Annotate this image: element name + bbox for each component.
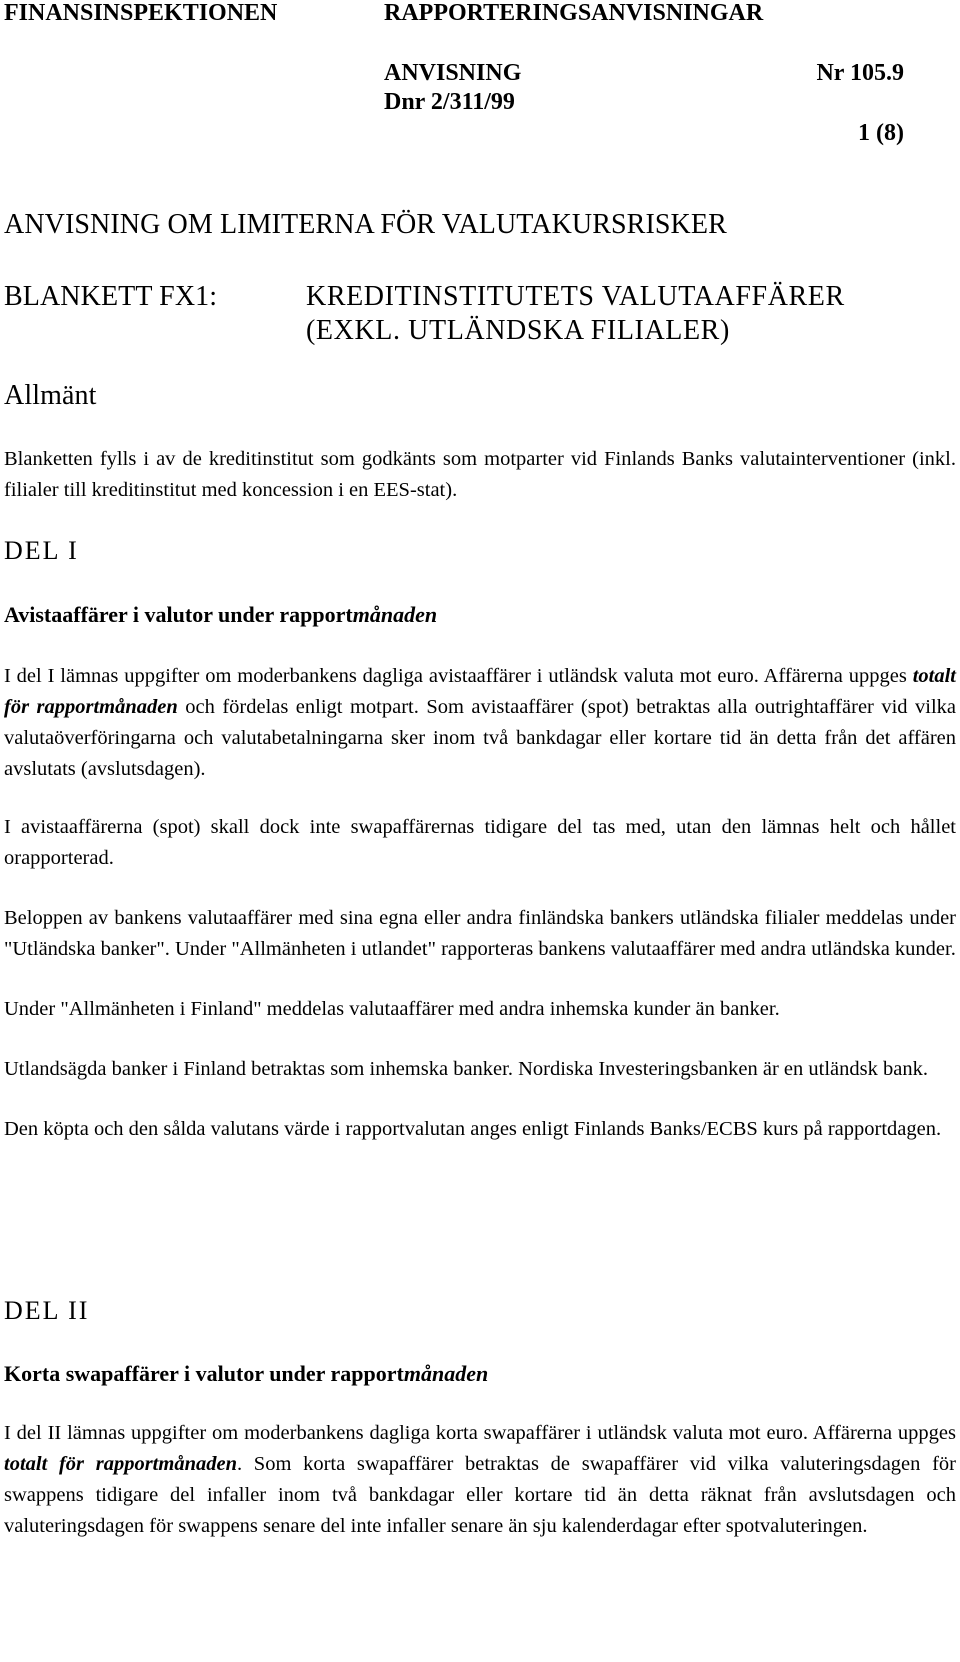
part1-paragraph-5: Utlandsägda banker i Finland betraktas som inhemska banker. Nordiska Investeringsbanken är en utländsk bank. bbox=[4, 1058, 928, 1080]
part1-p1-text-b: och fördelas enligt motpart. Som avistaaffärer (spot) betraktas alla outrightaffärer vid vilka valutaöverföringarna och valutabetalningarna sker inom två bankdagar eller kortare tid än detta från det affären avslutats (avslutsdagen). bbox=[4, 696, 956, 780]
part1-subheading-text: Avistaaffärer i valutor under rapport bbox=[4, 602, 353, 627]
dnr: Dnr 2/311/99 bbox=[384, 89, 515, 115]
part1-paragraph-1 bbox=[4, 661, 956, 785]
part1-p1-text-a: I del I lämnas uppgifter om moderbankens dagliga avistaaffärer i utländsk valuta mot euro. Affärerna uppges bbox=[4, 665, 913, 687]
part1-heading: DEL I bbox=[4, 536, 79, 565]
part2-body bbox=[4, 1418, 956, 1542]
part1-body bbox=[4, 661, 956, 1145]
org-name: FINANSINSPEKTIONEN bbox=[4, 0, 278, 26]
general-section bbox=[4, 444, 956, 506]
form-title-line1: KREDITINSTITUTETS VALUTAAFFÄRER bbox=[306, 281, 845, 312]
instruction-label: ANVISNING bbox=[384, 60, 522, 86]
part2-heading: DEL II bbox=[4, 1296, 90, 1325]
part1-p1-emphasis: totalt för rapportmånaden bbox=[4, 665, 956, 718]
form-title-line2: (EXKL. UTLÄNDSKA FILIALER) bbox=[306, 315, 730, 346]
part2-subheading bbox=[4, 1360, 488, 1388]
part1-subheading-italic: månaden bbox=[352, 602, 438, 627]
doc-type: RAPPORTERINGSANVISNINGAR bbox=[384, 0, 764, 26]
document-title: ANVISNING OM LIMITERNA FÖR VALUTAKURSRISKER bbox=[4, 209, 727, 240]
part1-paragraph-6: Den köpta och den sålda valutans värde i rapportvalutan anges enligt Finlands Banks/ECBS kurs på rapportdagen. bbox=[4, 1118, 942, 1140]
part2-subheading-text: Korta swapaffärer i valutor under rapport bbox=[4, 1361, 404, 1386]
part1-subheading bbox=[4, 601, 437, 629]
part2-p1-text-a: I del II lämnas uppgifter om moderbankens dagliga korta swapaffärer i utländsk valuta mot euro. Affärerna uppges bbox=[4, 1422, 956, 1444]
part2-paragraph-1 bbox=[4, 1418, 956, 1542]
general-paragraph: Blanketten fylls i av de kreditinstitut som godkänts som motparter vid Finlands Banks valutainterventioner (inkl. filialer till kreditinstitut med koncession i en EES-stat). bbox=[4, 448, 956, 501]
part1-paragraph-4: Under "Allmänheten i Finland" meddelas valutaaffärer med andra inhemska kunder än banker. bbox=[4, 998, 780, 1020]
form-label: BLANKETT FX1: bbox=[4, 281, 218, 312]
part2-subheading-italic: månaden bbox=[403, 1361, 489, 1386]
part1-paragraph-3: Beloppen av bankens valutaaffärer med sina egna eller andra finländska bankers utländska filialer meddelas under "Utländska banker". Under "Allmänheten i utlandet" rapporteras bankens valutaaffärer med andra utländska kunder. bbox=[4, 907, 956, 960]
part2-p1-text-b: . Som korta swapaffärer betraktas de swapaffärer vid vilka valuteringsdagen för swappens tidigare del infaller inom två bankdagar eller kortare tid än detta räknat från avslutsdagen och valuteringsdagen för swappens senare del inte infaller senare än sju kalenderdagar efter spotvaluteringen. bbox=[4, 1453, 956, 1537]
part2-p1-emphasis: totalt för rapportmånaden bbox=[4, 1453, 237, 1475]
general-heading: Allmänt bbox=[4, 380, 97, 411]
instruction-number: Nr 105.9 bbox=[816, 60, 904, 86]
page-number: 1 (8) bbox=[858, 120, 904, 146]
part1-paragraph-2: I avistaaffärerna (spot) skall dock inte swapaffärernas tidigare del tas med, utan den lämnas helt och hållet orapporterad. bbox=[4, 816, 956, 869]
